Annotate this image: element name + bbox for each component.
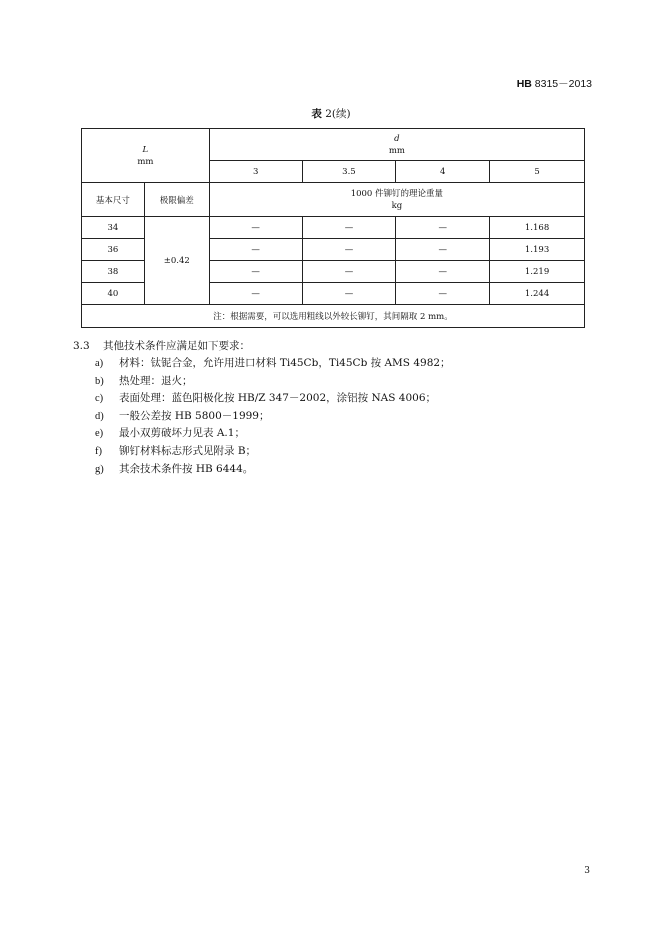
- weight-cell: 1.168: [490, 217, 585, 239]
- list-text: 表面处理：蓝色阳极化按 HB/Z 347－2002，涂铝按 NAS 4006；: [119, 392, 437, 405]
- weight-cell: —: [396, 239, 490, 261]
- tolerance-header: 极限偏差: [144, 183, 209, 217]
- list-marker: f): [95, 445, 102, 457]
- weight-cell: —: [396, 217, 490, 239]
- weight-cell: —: [302, 261, 396, 283]
- list-item: [95, 390, 451, 408]
- weight-cell: —: [209, 283, 302, 305]
- L-value: 34: [82, 217, 145, 239]
- weight-cell: 1.244: [490, 283, 585, 305]
- weight-header: [209, 183, 584, 217]
- header-L: [82, 129, 210, 183]
- list-item: [95, 443, 451, 461]
- list-text: 其余技术条件按 HB 6444。: [119, 462, 254, 475]
- list-item: [95, 408, 451, 426]
- table-row: [82, 217, 585, 239]
- table-title-number: 2(续): [321, 108, 351, 120]
- section-title: 其他技术条件应满足如下要求：: [103, 340, 250, 352]
- L-symbol: L: [142, 144, 149, 155]
- document-code-number: 8315－2013: [531, 78, 592, 90]
- header-d: [209, 129, 584, 161]
- d-value: 3: [209, 161, 302, 183]
- table-title: [0, 106, 662, 121]
- list-text: 一般公差按 HB 5800－1999；: [119, 409, 270, 422]
- list-marker: e): [95, 428, 104, 440]
- document-code-prefix: HB: [516, 78, 532, 90]
- d-symbol: d: [394, 133, 400, 144]
- d-value: 5: [490, 161, 585, 183]
- weight-cell: 1.219: [490, 261, 585, 283]
- weight-cell: —: [209, 217, 302, 239]
- section-number: 3.3: [73, 340, 90, 352]
- table-note: 注：根据需要，可以选用粗线以外较长铆钉，其间隔取 2 mm。: [82, 305, 585, 328]
- weight-cell: —: [302, 283, 396, 305]
- weight-cell: —: [302, 217, 396, 239]
- list-marker: c): [95, 393, 104, 405]
- weight-cell: 1.193: [490, 239, 585, 261]
- weight-label: 1000 件铆钉的理论重量: [350, 188, 444, 199]
- section-heading: [73, 338, 250, 353]
- list-text: 铆钉材料标志形式见附录 B；: [119, 444, 257, 457]
- table-title-label: 表: [311, 108, 322, 120]
- weight-unit: kg: [391, 200, 403, 211]
- list-marker: b): [95, 375, 104, 387]
- d-value: 3.5: [302, 161, 396, 183]
- weight-cell: —: [396, 261, 490, 283]
- list-marker: d): [95, 410, 104, 422]
- page-number: 3: [584, 866, 590, 876]
- document-code: [517, 76, 592, 91]
- weight-cell: —: [302, 239, 396, 261]
- tolerance-value: ±0.42: [144, 217, 209, 305]
- list-item: [95, 373, 451, 391]
- list-text: 最小双剪破坏力见表 A.1；: [119, 427, 245, 440]
- list-text: 热处理：退火；: [119, 374, 193, 387]
- d-value: 4: [396, 161, 490, 183]
- L-value: 38: [82, 261, 145, 283]
- list-item: [95, 355, 451, 373]
- L-value: 36: [82, 239, 145, 261]
- basic-size-header: 基本尺寸: [82, 183, 145, 217]
- list-item: [95, 425, 451, 443]
- list-item: [95, 461, 451, 479]
- weight-cell: —: [209, 239, 302, 261]
- requirements-list: [95, 355, 451, 478]
- weight-cell: —: [396, 283, 490, 305]
- L-unit: mm: [137, 156, 154, 167]
- list-marker: a): [95, 358, 104, 369]
- d-unit: mm: [388, 145, 405, 156]
- weight-cell: —: [209, 261, 302, 283]
- list-text: 材料：钛铌合金，允许用进口材料 Ti45Cb，Ti45Cb 按 AMS 4982；: [119, 357, 451, 369]
- rivet-weight-table: [81, 128, 585, 328]
- list-marker: g): [95, 463, 104, 475]
- L-value: 40: [82, 283, 145, 305]
